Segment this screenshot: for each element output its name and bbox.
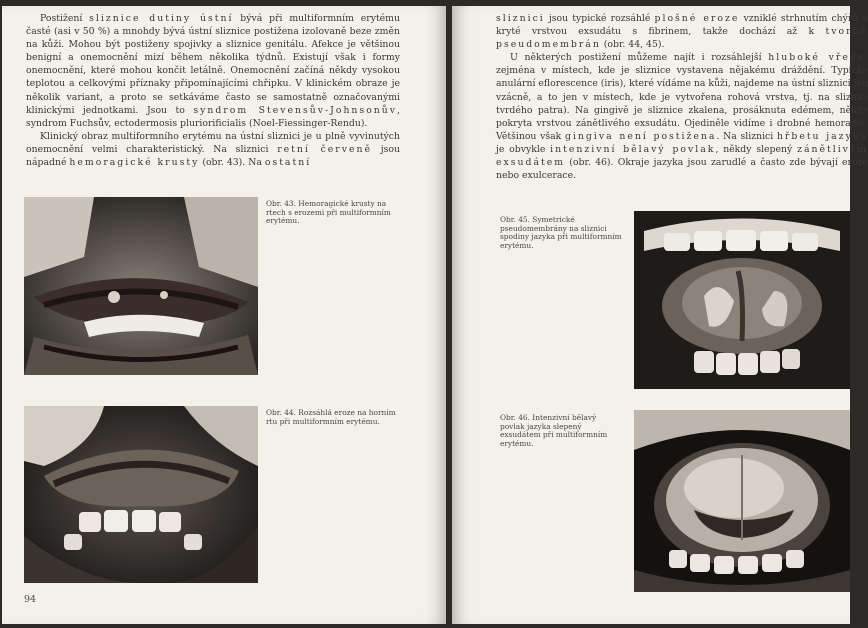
figure-46-photo [634,410,850,592]
left-page [2,6,446,624]
text-run: (obr. 44, 45). [600,39,665,51]
emphasized-text: plošné eroze [654,13,740,24]
figure-45-caption: Obr. 45. Symetrické pseudomembrány na sliznici spodiny jazyka při multiformním erytému. [500,215,622,250]
emphasized-text: hřbetu jazyka [776,130,868,142]
figure-43-photo [24,197,258,375]
emphasized-text: ostatní [264,157,312,169]
figure-43-caption: Obr. 43. Hemoragické krusty na rtech s erozemi při multiformním erytému. [266,199,391,226]
emphasized-text: retní červeně [277,143,372,155]
figure-44-caption: Obr. 44. Rozsáhlá eroze na horním rtu při multiformním erytému. [266,408,396,426]
figure-46-caption: Obr. 46. Intenzivní bělavý povlak jazyka slepený exsudátem při multiformním erytému. [500,413,608,448]
text-run: jsou nápadné [26,143,400,169]
emphasized-text: intenzivní bělavý povlak [550,143,716,155]
right-page-body-text [496,12,868,182]
emphasized-text: hluboké vředy [768,52,866,64]
page-number: 94 [24,594,37,605]
emphasized-text: sliznici [496,13,545,24]
figure-44-photo [24,406,258,583]
emphasized-text: zánětlivým exsudátem [496,143,868,169]
emphasized-text: tvorbě pseudomembrán [496,26,868,51]
text-run: jsou typické rozsáhlé [544,13,655,24]
emphasized-text: hemoragické krusty [69,157,200,169]
emphasized-text: syndrom Stevensův-Johnsonův [193,104,398,116]
right-page [452,6,868,624]
text-run: , někdy slepený [715,143,798,155]
text-run: Klinický obraz multiformního erytému na ústní sliznici je u plně vyvinutých onemocnění velmi charakteristický. Na sliznici [26,130,400,155]
text-run: . Na sliznici [716,130,777,142]
text-run: U některých postižení můžeme najít i rozsáhlejší [510,52,769,64]
emphasized-text: sliznice dutiny ústní [89,13,234,24]
emphasized-text: gingiva není postižena [565,130,717,142]
text-run: (obr. 46). Okraje jazyka jsou zarudlé a často zde bývají eroze nebo exulcerace. [496,157,868,182]
paragraph [26,130,400,169]
text-run: , syndrom Fuchsův, ectodermosis pluriorificialis (Noel-Fiessinger-Rendu). [26,104,400,129]
text-run: vzniklé strhnutím chýřů a kryté vrstvou exsudátu s fibrinem, takže dochází až k [496,13,868,38]
text-run: (obr. 43). Na [199,157,265,169]
figure-45-photo [634,211,850,389]
text-run: Postižení [40,13,90,24]
text-run: je obvykle [496,143,551,155]
paragraph [496,12,868,51]
paragraph [496,51,868,182]
text-run: , zejména v místech, kde je sliznice vystavena nějakému dráždění. Typické anulární eflorescence (iris), které vídáme na kůži, najdeme na ústní sliznici jen vzácně, a to jen v místech, kde je vytvořena rohová vrstva, tj. na sliznici tvrdého patra). Na gingivě je sliznice zkalena, prosáknuta edémem, někdy pokryta vrstvou zánětlivého exsudátu. Ojediněle vidíme i drobné hemoragie. Většinou však [496,52,868,142]
paragraph [26,12,400,130]
left-page-body-text [26,12,400,169]
text-run: bývá při multiformním erytému časté (asi v 50 %) a mnohdy bývá ústní sliznice postižena izolovaně beze změn na kůži. Mohou být postiženy spojivky a sliznice genitálu. Afekce je většinou benigní a onemocnění mizí během několika týdnů. Existují však i formy onemocnění, které mohou končit letálně. Onemocnění začíná někdy vysokou teplotou a celkovými příznaky připomínajícími chřipku. V klinickém obraze je několik variant, a proto se setkáváme často se samostatně označovanými klinickými jednotkami. Jsou to [26,13,400,116]
